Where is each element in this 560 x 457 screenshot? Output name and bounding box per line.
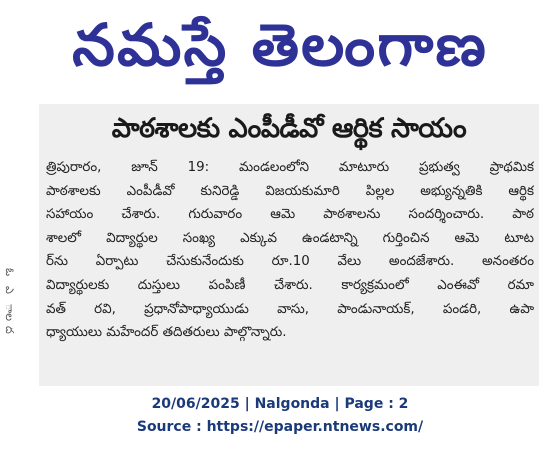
article-headline: పాఠశాలకు ఎంపీడీవో ఆర్థిక సాయం — [111, 113, 467, 144]
article-body-line: సహాయం చేశారు. గురువారం ఆమె పాఠశాలను సందర్శించారు. పాఠ — [46, 207, 534, 223]
margin-fragment: ాల — [3, 304, 16, 322]
article-body-line: ర్‌ను ఏర్పాటు చేసుకునేందుకు రూ.10 వేలు అందజేశారు. అనంతరం — [46, 254, 534, 270]
article-body-line: వత్ రవి, ప్రధానోపాధ్యాయుడు వాసు, పాండునాయక్, పండరి, ఉపా — [46, 301, 534, 317]
footer-meta: 20/06/2025 | Nalgonda | Page : 2 — [151, 396, 409, 412]
footer-source-link[interactable]: Source : https://epaper.ntnews.com/ — [136, 419, 424, 435]
news-article — [39, 104, 539, 386]
masthead-title: నమస్తే తెలంగాణ — [72, 11, 488, 79]
article-body — [46, 156, 534, 345]
newspaper-masthead — [0, 0, 560, 90]
left-margin-fragments — [0, 90, 28, 390]
margin-fragment: ఓ — [3, 268, 16, 277]
margin-fragment: ఎ — [3, 286, 16, 294]
article-body-line: విద్యార్థులకు దుస్తులు పంపిణీ చేశారు. కార్యక్రమంలో ఎంఈవో రమా — [46, 277, 534, 293]
margin-fragment: ద — [3, 326, 16, 334]
article-body-line: ధ్యాయులు మహేందర్ తదితరులు పాల్గొన్నారు. — [46, 325, 287, 341]
article-body-line: పాఠశాలకు ఎంపీడీవో కునిరెడ్డి విజయకుమారి పిల్లల అభ్యున్నతికి ఆర్థిక — [46, 183, 534, 199]
article-body-line: శాలలో విద్యార్థుల సంఖ్య ఎక్కువ ఉండటాన్ని గుర్తించిన ఆమె టూట — [46, 230, 534, 246]
article-body-line: త్రిపురారం, జూన్ 19: మండలంలోని మాటూరు ప్రభుత్వ ప్రాథమిక — [46, 160, 534, 175]
